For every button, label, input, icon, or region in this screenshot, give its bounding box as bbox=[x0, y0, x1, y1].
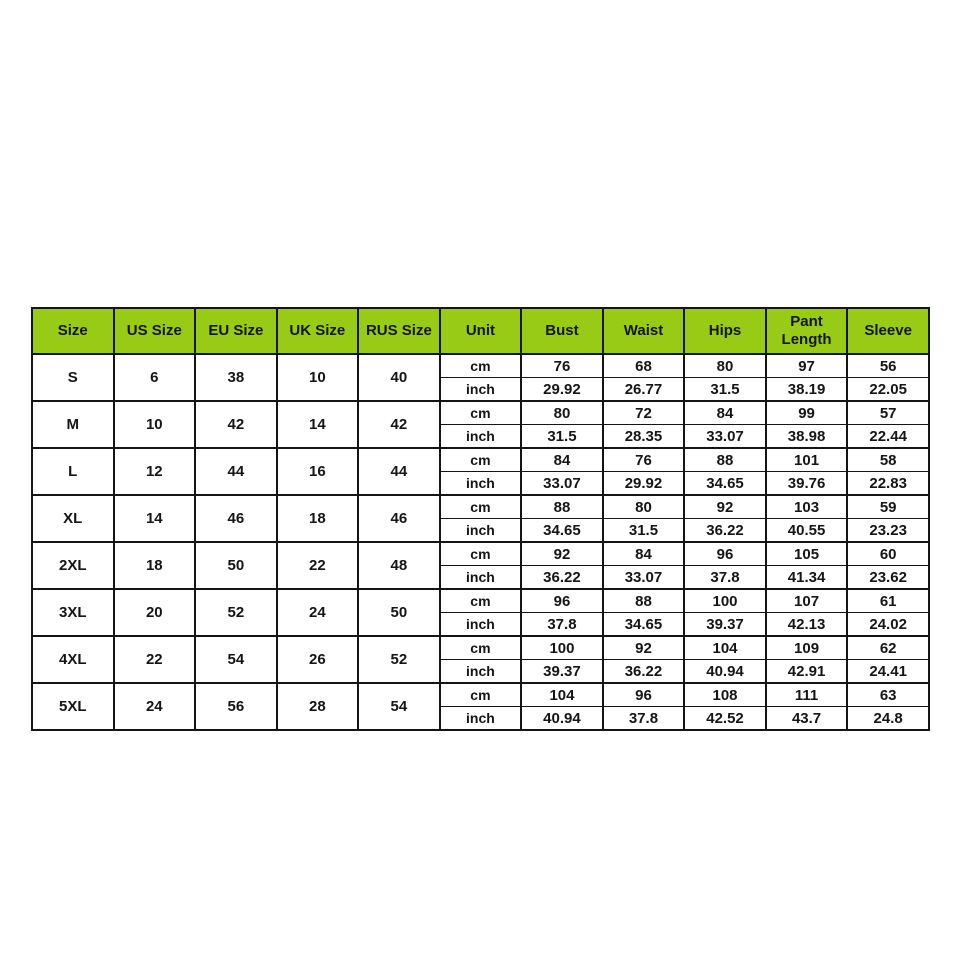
measurement-cell-cm: 63 bbox=[847, 683, 929, 707]
measurement-cell-inch: 33.07 bbox=[521, 472, 603, 496]
rus-size-cell: 54 bbox=[358, 683, 440, 730]
measurement-cell-cm: 101 bbox=[766, 448, 848, 472]
measurement-cell-cm: 80 bbox=[603, 495, 685, 519]
measurement-cell-inch: 28.35 bbox=[603, 425, 685, 449]
us-size-cell: 6 bbox=[114, 354, 196, 401]
measurement-cell-cm: 84 bbox=[684, 401, 766, 425]
uk-size-cell: 18 bbox=[277, 495, 359, 542]
measurement-cell-inch: 22.83 bbox=[847, 472, 929, 496]
unit-cell-cm: cm bbox=[440, 448, 522, 472]
measurement-cell-cm: 84 bbox=[603, 542, 685, 566]
us-size-cell: 12 bbox=[114, 448, 196, 495]
measurement-cell-inch: 24.41 bbox=[847, 660, 929, 684]
measurement-cell-inch: 39.37 bbox=[521, 660, 603, 684]
uk-size-cell: 28 bbox=[277, 683, 359, 730]
measurement-cell-cm: 88 bbox=[603, 589, 685, 613]
header-hips: Hips bbox=[684, 308, 766, 354]
size-cell: 4XL bbox=[32, 636, 114, 683]
measurement-cell-inch: 24.02 bbox=[847, 613, 929, 637]
uk-size-cell: 16 bbox=[277, 448, 359, 495]
rus-size-cell: 50 bbox=[358, 589, 440, 636]
unit-cell-cm: cm bbox=[440, 636, 522, 660]
measurement-cell-inch: 42.13 bbox=[766, 613, 848, 637]
measurement-cell-inch: 43.7 bbox=[766, 707, 848, 731]
eu-size-cell: 44 bbox=[195, 448, 277, 495]
rus-size-cell: 44 bbox=[358, 448, 440, 495]
eu-size-cell: 38 bbox=[195, 354, 277, 401]
measurement-cell-cm: 76 bbox=[603, 448, 685, 472]
unit-cell-cm: cm bbox=[440, 683, 522, 707]
size-chart-header bbox=[32, 308, 929, 354]
unit-cell-inch: inch bbox=[440, 425, 522, 449]
measurement-cell-cm: 92 bbox=[684, 495, 766, 519]
header-sleeve: Sleeve bbox=[847, 308, 929, 354]
measurement-cell-cm: 58 bbox=[847, 448, 929, 472]
measurement-cell-inch: 39.76 bbox=[766, 472, 848, 496]
size-cell: S bbox=[32, 354, 114, 401]
eu-size-cell: 54 bbox=[195, 636, 277, 683]
measurement-cell-cm: 108 bbox=[684, 683, 766, 707]
measurement-cell-inch: 33.07 bbox=[603, 566, 685, 590]
unit-cell-cm: cm bbox=[440, 495, 522, 519]
measurement-cell-inch: 29.92 bbox=[603, 472, 685, 496]
measurement-cell-inch: 29.92 bbox=[521, 378, 603, 402]
uk-size-cell: 14 bbox=[277, 401, 359, 448]
measurement-cell-cm: 100 bbox=[684, 589, 766, 613]
measurement-cell-inch: 36.22 bbox=[684, 519, 766, 543]
measurement-cell-cm: 100 bbox=[521, 636, 603, 660]
measurement-cell-cm: 56 bbox=[847, 354, 929, 378]
measurement-cell-inch: 37.8 bbox=[684, 566, 766, 590]
unit-cell-cm: cm bbox=[440, 401, 522, 425]
measurement-cell-cm: 111 bbox=[766, 683, 848, 707]
uk-size-cell: 24 bbox=[277, 589, 359, 636]
header-rus-size: RUS Size bbox=[358, 308, 440, 354]
measurement-cell-cm: 96 bbox=[521, 589, 603, 613]
measurement-cell-cm: 57 bbox=[847, 401, 929, 425]
header-uk-size: UK Size bbox=[277, 308, 359, 354]
header-us-size: US Size bbox=[114, 308, 196, 354]
measurement-cell-inch: 33.07 bbox=[684, 425, 766, 449]
us-size-cell: 14 bbox=[114, 495, 196, 542]
size-cell: 5XL bbox=[32, 683, 114, 730]
unit-cell-inch: inch bbox=[440, 613, 522, 637]
eu-size-cell: 56 bbox=[195, 683, 277, 730]
header-unit: Unit bbox=[440, 308, 522, 354]
header-eu-size: EU Size bbox=[195, 308, 277, 354]
measurement-cell-inch: 26.77 bbox=[603, 378, 685, 402]
measurement-cell-cm: 107 bbox=[766, 589, 848, 613]
measurement-cell-cm: 80 bbox=[684, 354, 766, 378]
measurement-cell-cm: 96 bbox=[603, 683, 685, 707]
measurement-cell-cm: 80 bbox=[521, 401, 603, 425]
measurement-cell-inch: 31.5 bbox=[603, 519, 685, 543]
size-chart-body bbox=[32, 354, 929, 730]
size-row-cm bbox=[32, 354, 929, 378]
measurement-cell-inch: 40.94 bbox=[684, 660, 766, 684]
header-pant-length: Pant Length bbox=[766, 308, 848, 354]
measurement-cell-cm: 60 bbox=[847, 542, 929, 566]
measurement-cell-inch: 42.91 bbox=[766, 660, 848, 684]
eu-size-cell: 52 bbox=[195, 589, 277, 636]
us-size-cell: 10 bbox=[114, 401, 196, 448]
rus-size-cell: 48 bbox=[358, 542, 440, 589]
measurement-cell-inch: 38.98 bbox=[766, 425, 848, 449]
size-cell: 3XL bbox=[32, 589, 114, 636]
uk-size-cell: 26 bbox=[277, 636, 359, 683]
unit-cell-cm: cm bbox=[440, 542, 522, 566]
eu-size-cell: 50 bbox=[195, 542, 277, 589]
measurement-cell-inch: 22.44 bbox=[847, 425, 929, 449]
size-chart-table bbox=[31, 307, 930, 731]
size-row-cm bbox=[32, 401, 929, 425]
us-size-cell: 18 bbox=[114, 542, 196, 589]
header-row bbox=[32, 308, 929, 354]
measurement-cell-inch: 24.8 bbox=[847, 707, 929, 731]
us-size-cell: 24 bbox=[114, 683, 196, 730]
us-size-cell: 20 bbox=[114, 589, 196, 636]
unit-cell-inch: inch bbox=[440, 472, 522, 496]
size-row-cm bbox=[32, 542, 929, 566]
measurement-cell-cm: 109 bbox=[766, 636, 848, 660]
measurement-cell-inch: 22.05 bbox=[847, 378, 929, 402]
size-cell: XL bbox=[32, 495, 114, 542]
measurement-cell-cm: 92 bbox=[603, 636, 685, 660]
rus-size-cell: 46 bbox=[358, 495, 440, 542]
size-cell: 2XL bbox=[32, 542, 114, 589]
measurement-cell-inch: 31.5 bbox=[684, 378, 766, 402]
rus-size-cell: 42 bbox=[358, 401, 440, 448]
size-cell: M bbox=[32, 401, 114, 448]
measurement-cell-cm: 84 bbox=[521, 448, 603, 472]
measurement-cell-inch: 40.94 bbox=[521, 707, 603, 731]
measurement-cell-inch: 34.65 bbox=[521, 519, 603, 543]
measurement-cell-inch: 41.34 bbox=[766, 566, 848, 590]
unit-cell-inch: inch bbox=[440, 378, 522, 402]
uk-size-cell: 10 bbox=[277, 354, 359, 401]
size-row-cm bbox=[32, 448, 929, 472]
measurement-cell-cm: 68 bbox=[603, 354, 685, 378]
measurement-cell-cm: 97 bbox=[766, 354, 848, 378]
measurement-cell-cm: 99 bbox=[766, 401, 848, 425]
measurement-cell-cm: 103 bbox=[766, 495, 848, 519]
uk-size-cell: 22 bbox=[277, 542, 359, 589]
measurement-cell-cm: 104 bbox=[684, 636, 766, 660]
measurement-cell-inch: 36.22 bbox=[521, 566, 603, 590]
size-row-cm bbox=[32, 683, 929, 707]
measurement-cell-cm: 96 bbox=[684, 542, 766, 566]
measurement-cell-cm: 88 bbox=[521, 495, 603, 519]
unit-cell-inch: inch bbox=[440, 566, 522, 590]
eu-size-cell: 42 bbox=[195, 401, 277, 448]
measurement-cell-inch: 42.52 bbox=[684, 707, 766, 731]
unit-cell-inch: inch bbox=[440, 519, 522, 543]
measurement-cell-cm: 104 bbox=[521, 683, 603, 707]
measurement-cell-cm: 76 bbox=[521, 354, 603, 378]
size-row-cm bbox=[32, 495, 929, 519]
unit-cell-cm: cm bbox=[440, 354, 522, 378]
measurement-cell-inch: 37.8 bbox=[603, 707, 685, 731]
measurement-cell-cm: 92 bbox=[521, 542, 603, 566]
measurement-cell-cm: 72 bbox=[603, 401, 685, 425]
header-bust: Bust bbox=[521, 308, 603, 354]
measurement-cell-inch: 23.62 bbox=[847, 566, 929, 590]
measurement-cell-inch: 40.55 bbox=[766, 519, 848, 543]
rus-size-cell: 52 bbox=[358, 636, 440, 683]
measurement-cell-inch: 23.23 bbox=[847, 519, 929, 543]
rus-size-cell: 40 bbox=[358, 354, 440, 401]
size-row-cm bbox=[32, 636, 929, 660]
unit-cell-inch: inch bbox=[440, 660, 522, 684]
measurement-cell-inch: 38.19 bbox=[766, 378, 848, 402]
size-row-cm bbox=[32, 589, 929, 613]
eu-size-cell: 46 bbox=[195, 495, 277, 542]
measurement-cell-cm: 105 bbox=[766, 542, 848, 566]
measurement-cell-cm: 62 bbox=[847, 636, 929, 660]
unit-cell-cm: cm bbox=[440, 589, 522, 613]
measurement-cell-inch: 37.8 bbox=[521, 613, 603, 637]
unit-cell-inch: inch bbox=[440, 707, 522, 731]
measurement-cell-inch: 31.5 bbox=[521, 425, 603, 449]
header-size: Size bbox=[32, 308, 114, 354]
measurement-cell-inch: 36.22 bbox=[603, 660, 685, 684]
us-size-cell: 22 bbox=[114, 636, 196, 683]
header-waist: Waist bbox=[603, 308, 685, 354]
measurement-cell-cm: 61 bbox=[847, 589, 929, 613]
size-cell: L bbox=[32, 448, 114, 495]
measurement-cell-cm: 59 bbox=[847, 495, 929, 519]
measurement-cell-cm: 88 bbox=[684, 448, 766, 472]
measurement-cell-inch: 39.37 bbox=[684, 613, 766, 637]
measurement-cell-inch: 34.65 bbox=[603, 613, 685, 637]
measurement-cell-inch: 34.65 bbox=[684, 472, 766, 496]
